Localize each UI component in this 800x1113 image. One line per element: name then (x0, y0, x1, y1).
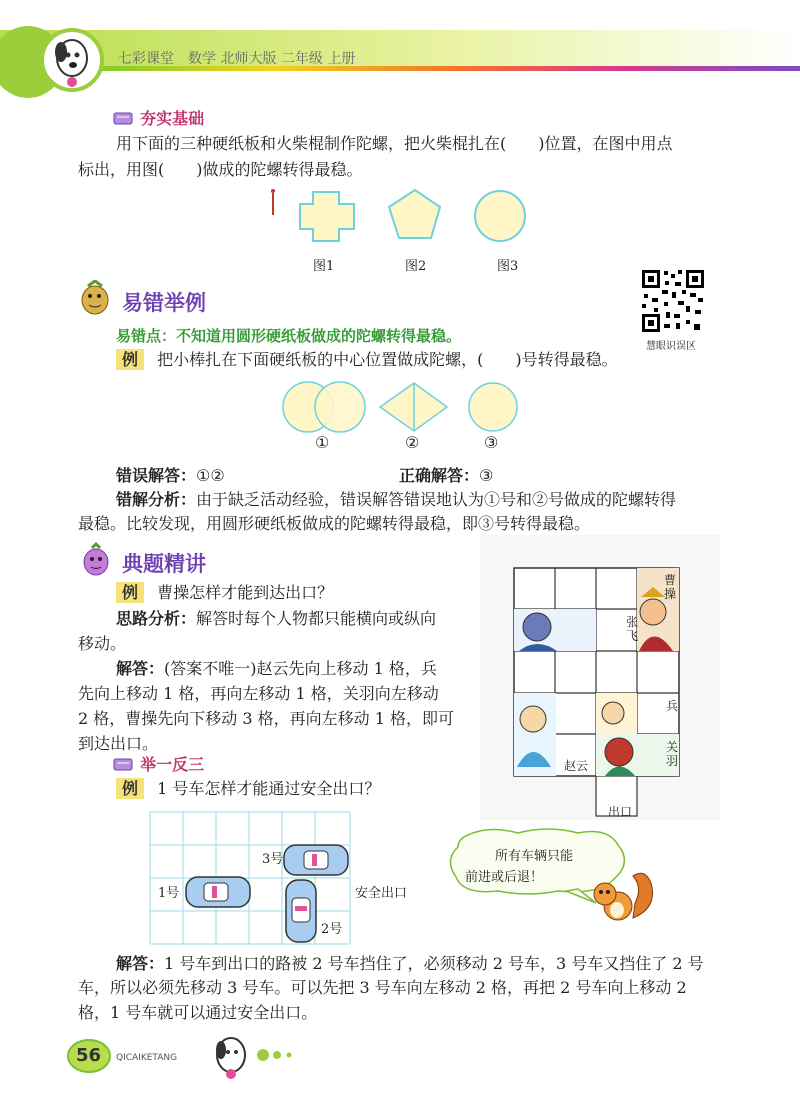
car-3 (284, 845, 348, 875)
car-label-1: 1号 (158, 886, 180, 901)
wrong-label: 错误解答： (116, 466, 197, 485)
thought-label: 思路分析： (116, 609, 197, 628)
circle-shape (475, 191, 525, 241)
mascot-icon (76, 280, 114, 316)
label-zhaoyun: 赵云 (564, 759, 589, 773)
shape-label-3: ③ (484, 433, 499, 452)
answer3-line2: 先向上移动 1 格，再向左移动 1 格，关羽向左移动 (78, 684, 439, 703)
section1-text2: 标出，用图( )做成的陀螺转得最稳。 (78, 160, 363, 179)
book-icon (113, 110, 135, 126)
qr-code (640, 268, 706, 334)
caption-fig2: 图2 (405, 259, 427, 274)
bubble-line2: 前进或后退！ (465, 870, 544, 885)
example-text-3: 1 号车怎样才能通过安全出口？ (157, 779, 381, 798)
car-2 (286, 880, 316, 942)
puzzle-board (480, 535, 720, 820)
car-label-3: 3号 (262, 852, 284, 867)
book-icon-2 (113, 756, 135, 772)
header-title: 七彩课堂 数学 北师大版 二年级 上册 (118, 51, 356, 67)
label-guanyu: 关羽 (666, 740, 679, 768)
footer-brand: QICAIKETANG (116, 1053, 178, 1063)
label-zhangfei: 张飞 (626, 615, 639, 643)
puzzle-grid (513, 567, 683, 817)
answer3-line4: 到达出口。 (78, 734, 159, 753)
answer4-label: 解答： (116, 954, 165, 973)
section2-example (116, 347, 618, 373)
qr-code-icon (640, 268, 706, 334)
answer4-line2: 车，所以必须先移动 3 号车。可以先把 3 号车向左移动 2 格，再把 2 号车向上移动 2 (78, 978, 687, 997)
section4-heading (113, 752, 204, 775)
footer (0, 1030, 800, 1113)
section1-title: 夯实基础 (140, 109, 205, 128)
analysis-line1: 由于缺乏活动经验，错误解答错误地认为①号和②号做成的陀螺转得 (196, 490, 677, 509)
answer4-line3: 格，1 号车就可以通过安全出口。 (78, 1003, 318, 1022)
caption-fig1: 图1 (313, 259, 335, 274)
right-value: ③ (479, 466, 494, 485)
footer-mascot (205, 1030, 315, 1080)
answer4-line1: 1 号车到出口的路被 2 号车挡住了，必须移动 2 号车，3 号车又挡住了 2 号 (164, 954, 704, 973)
exit-label: 安全出口 (355, 886, 408, 901)
thought-1 (116, 606, 436, 632)
section3-title: 典题精讲 (122, 552, 206, 576)
qr-label: 慧眼识误区 (646, 341, 696, 352)
example-text-2: 曹操怎样才能到达出口？ (157, 583, 334, 602)
analysis-label: 错解分析： (116, 490, 197, 509)
error-point: 易错点：不知道用圆形硬纸板做成的陀螺转得最稳。 (116, 327, 462, 345)
section1-heading (113, 106, 204, 129)
thought-line1: 解答时每个人物都只能横向或纵向 (196, 609, 437, 628)
answer3-line3: 2 格，曹操先向下移动 3 格，再向左移动 1 格，即可 (78, 709, 454, 728)
section2-title: 易错举例 (122, 291, 206, 315)
example-tag-3: 例 (116, 778, 144, 799)
mascot-icon-2 (78, 542, 114, 578)
answer3-line1: (答案不唯一)赵云先向上移动 1 格，兵 (164, 659, 437, 678)
wrong-answer (116, 463, 225, 489)
car-1 (186, 877, 250, 907)
cross-shape (300, 192, 354, 241)
car-label-2: 2号 (321, 922, 343, 937)
thought-line2: 移动。 (78, 634, 127, 653)
pentagon-shape (389, 190, 440, 238)
analysis-1 (116, 487, 676, 513)
example-tag: 例 (116, 349, 144, 370)
wrong-value: ①② (196, 466, 225, 485)
example-tag-2: 例 (116, 582, 144, 603)
page-number: 56 (76, 1045, 102, 1066)
label-exit: 出口 (608, 805, 633, 819)
label-bing: 兵 (666, 699, 679, 713)
right-answer (399, 463, 493, 489)
section1-text1: 用下面的三种硬纸板和火柴棍制作陀螺，把火柴棍扎在( )位置，在图中用点 (116, 134, 673, 153)
example-shapes (280, 380, 520, 435)
answer3-label: 解答： (116, 659, 165, 678)
bubble-line1: 所有车辆只能 (495, 849, 574, 864)
analysis-line2: 最稳。比较发现，用圆形硬纸板做成的陀螺转得最稳，即③号转得最稳。 (78, 514, 591, 533)
caption-fig3: 图3 (497, 259, 519, 274)
squirrel-icon (583, 868, 658, 928)
section4-example (116, 776, 380, 802)
label-caocao: 曹操 (664, 573, 677, 601)
header (0, 0, 800, 100)
answer4-1 (116, 951, 704, 977)
section4-title: 举一反三 (140, 755, 205, 774)
shape-label-2: ② (405, 433, 420, 452)
cardboard-shapes (260, 185, 540, 250)
section3-example (116, 580, 333, 606)
shape-label-1: ① (315, 433, 330, 452)
example-text: 把小棒扎在下面硬纸板的中心位置做成陀螺，( )号转得最稳。 (157, 350, 618, 369)
answer3-1 (116, 656, 437, 682)
right-label: 正确解答： (399, 466, 480, 485)
